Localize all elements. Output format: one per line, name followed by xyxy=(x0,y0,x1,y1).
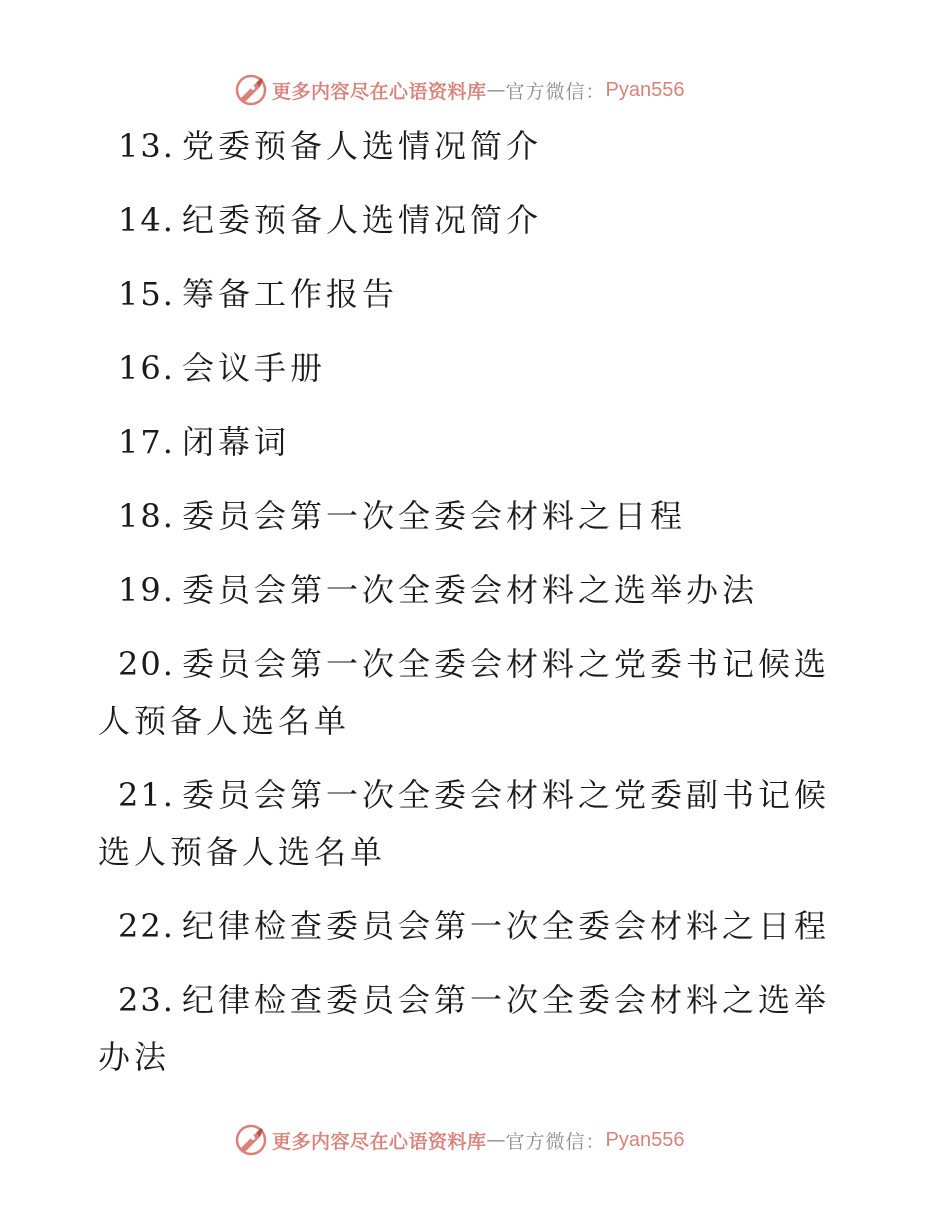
list-item xyxy=(98,192,838,249)
item-number: 15. xyxy=(118,275,175,313)
item-text: 党委预备人选情况简介 xyxy=(182,127,543,165)
item-number: 18. xyxy=(118,497,175,535)
item-number: 13. xyxy=(118,127,175,165)
list-item xyxy=(98,488,838,545)
item-number: 19. xyxy=(118,571,175,609)
list-item xyxy=(98,898,838,955)
item-number: 20. xyxy=(118,645,175,683)
agenda-list xyxy=(98,118,838,1103)
list-item xyxy=(98,118,838,175)
list-item xyxy=(98,266,838,323)
list-item xyxy=(98,562,838,619)
list-item xyxy=(98,340,838,397)
item-text: 闭幕词 xyxy=(182,423,291,461)
watermark-official-label: 官方微信： xyxy=(505,80,606,103)
item-number: 17. xyxy=(118,423,175,461)
watermark-separator: — xyxy=(486,79,506,101)
item-number: 16. xyxy=(118,349,175,387)
item-text: 纪律检查委员会第一次全委会材料之选举办法 xyxy=(98,981,831,1076)
watermark-wechat-id: Pyan556 xyxy=(605,78,685,101)
watermark-official-label: 官方微信： xyxy=(505,1130,606,1153)
pen-nib-icon xyxy=(234,1123,268,1157)
footer-watermark xyxy=(234,1122,685,1158)
watermark-separator: — xyxy=(486,1129,506,1151)
watermark-brand: 更多内容尽在心语资料库 xyxy=(272,80,487,103)
item-text: 会议手册 xyxy=(182,349,327,387)
item-text: 委员会第一次全委会材料之党委书记候选人预备人选名单 xyxy=(98,645,831,740)
item-text: 委员会第一次全委会材料之党委副书记候选人预备人选名单 xyxy=(98,776,831,871)
item-text: 委员会第一次全委会材料之选举办法 xyxy=(182,571,759,609)
watermark-brand: 更多内容尽在心语资料库 xyxy=(272,1130,487,1153)
list-item xyxy=(98,414,838,471)
header-watermark xyxy=(234,72,685,108)
list-item xyxy=(98,767,838,881)
item-text: 纪律检查委员会第一次全委会材料之日程 xyxy=(182,907,831,945)
item-text: 纪委预备人选情况简介 xyxy=(182,201,543,239)
list-item xyxy=(98,972,838,1086)
item-number: 21. xyxy=(118,776,175,814)
item-number: 14. xyxy=(118,201,175,239)
pen-nib-icon xyxy=(234,73,268,107)
item-number: 22. xyxy=(118,907,175,945)
watermark-wechat-id: Pyan556 xyxy=(605,1128,685,1151)
item-number: 23. xyxy=(118,981,175,1019)
list-item xyxy=(98,636,838,750)
item-text: 委员会第一次全委会材料之日程 xyxy=(182,497,687,535)
item-text: 筹备工作报告 xyxy=(182,275,399,313)
